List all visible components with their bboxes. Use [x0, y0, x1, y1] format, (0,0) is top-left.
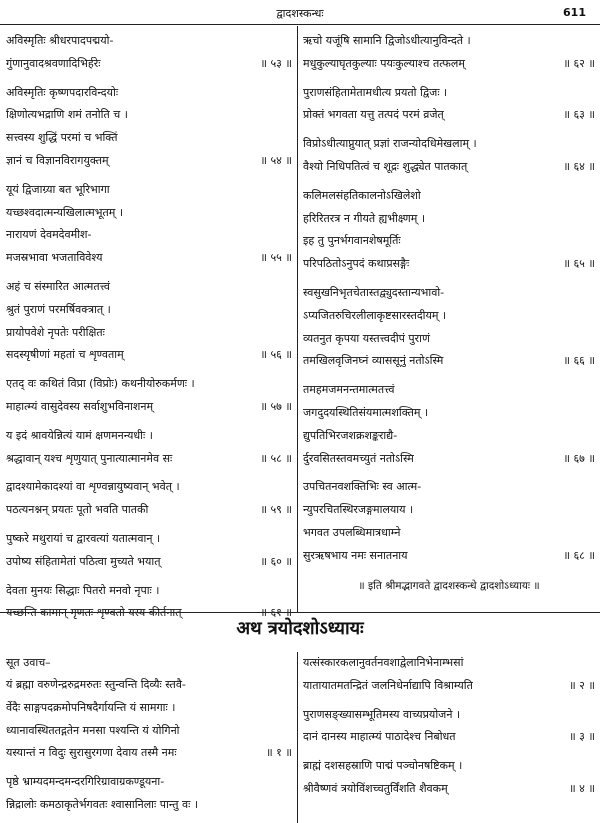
verse-line	[303, 82, 595, 105]
verse-line	[303, 379, 595, 402]
verse-text: न्युपरचितस्थिरजङ्गमालयाय ।	[303, 503, 414, 517]
verse-line	[6, 224, 292, 247]
right-column	[303, 30, 595, 598]
verse-number: ॥ ५५ ॥	[260, 251, 292, 265]
verse-number: ॥ ६७ ॥	[563, 451, 595, 465]
verse-line	[303, 53, 595, 76]
verse-text: अविस्मृतिः श्रीधरपादपद्मयो-	[6, 34, 114, 47]
verse-text: पुराणसंहितामेतामधीत्य प्रयतो द्विजः ।	[303, 85, 448, 99]
verse-line	[6, 127, 292, 150]
verse-block	[6, 425, 292, 471]
left-column	[6, 30, 292, 631]
verse-text: वैश्यो निधिपतित्वं च शूद्रः शुद्ध्येत पातकात्	[303, 159, 468, 173]
verse-line	[303, 282, 595, 305]
verse-line	[6, 448, 292, 471]
verse-block	[6, 179, 292, 270]
verse-line	[6, 425, 292, 448]
speaker-label: सूत उवाच–	[6, 656, 51, 669]
verse-line	[303, 350, 595, 373]
verse-line	[6, 499, 292, 522]
verse-block	[303, 379, 595, 470]
verse-text: तमखिलवृजिनघ्नं व्याससूनुं नतोऽस्मि	[303, 354, 444, 368]
verse-block	[6, 30, 292, 76]
verse-line	[303, 253, 595, 276]
verse-text: पठत्यनश्नन् प्रयतः पूतो भवति पातकी	[6, 503, 149, 517]
verse-number: ॥ ६० ॥	[260, 554, 292, 568]
verse-line	[303, 675, 595, 698]
column-divider-bottom	[297, 652, 298, 823]
verse-number: ॥ ५९ ॥	[260, 503, 292, 517]
header-rule	[0, 24, 600, 25]
verse-line	[303, 476, 595, 499]
verse-line	[303, 30, 595, 53]
section-rule	[0, 612, 600, 613]
verse-text: विप्रोऽधीत्याप्नुयात् प्रज्ञां राजन्योदधिमेखलाम् ।	[303, 137, 477, 151]
verse-text: तमहमजमनन्तमात्मतत्त्वं	[303, 383, 395, 397]
verse-text: गुंणानुवादश्रवणादिभिर्हरेः	[6, 56, 101, 70]
verse-line	[6, 476, 292, 499]
verse-block	[303, 82, 595, 128]
chapter-colophon: ॥ इति श्रीमद्भागवते द्वादशस्कन्धे द्वादशोऽध्यायः ॥	[358, 579, 540, 592]
verse-text: यं ब्रह्मा वरुणेन्द्ररुद्रमरुतः स्तुन्वन्ति दिव्यैः स्तवै-	[6, 678, 186, 691]
verse-text: कलिमलसंहतिकालनोऽखिलेशो	[303, 188, 421, 202]
verse-text: यूयं द्विजाग्र्या बत भूरिभागा	[6, 182, 110, 196]
verse-text: यच्छश्वदात्मन्यखिलात्मभूतम् ।	[6, 205, 123, 219]
verse-text: परिपठितोऽनुपदं कथाप्रसङ्गैः	[303, 257, 410, 271]
verse-line	[6, 53, 292, 76]
verse-block	[6, 528, 292, 574]
page-number: 611	[563, 6, 586, 19]
verse-line	[6, 580, 292, 603]
verse-text: न्निद्रालोः कमठाकृतेर्भगवतः श्वासानिलाः पान्तु वः ।	[6, 797, 199, 811]
verse-number: ॥ २ ॥	[569, 678, 595, 692]
verse-line	[6, 179, 292, 202]
verse-line	[303, 185, 595, 208]
verse-text: यत्संस्कारकलानुवर्तनवशाद्वेलानिभेनाम्भसां	[303, 656, 464, 669]
verse-number: ॥ ४ ॥	[569, 781, 595, 795]
verse-line	[6, 551, 292, 574]
verse-text: भगवत उपलब्धिमात्रधाम्ने	[303, 525, 401, 539]
verse-text: ऽप्यजितरुचिरलीलाकृष्टसारस्तदीयम् ।	[303, 308, 447, 322]
verse-number: ॥ ६२ ॥	[563, 56, 595, 70]
verse-line	[6, 697, 292, 720]
verse-text: स्वसुखनिभृतचेतास्तद्व्युदस्तान्यभावो-	[303, 285, 445, 299]
verse-line	[6, 202, 292, 225]
verse-block	[303, 476, 595, 567]
verse-line	[303, 328, 595, 351]
verse-line	[303, 425, 595, 448]
bottom-right-column	[303, 652, 595, 807]
verse-text: द्वादश्यामेकादश्यां वा शृण्वन्नायुष्यवान् भवेत् ।	[6, 480, 180, 494]
verse-number: ॥ ५८ ॥	[260, 451, 292, 465]
verse-text: सुरऋषभाय नमः सनातनाय	[303, 548, 408, 562]
verse-line	[6, 373, 292, 396]
verse-number: ॥ ५६ ॥	[260, 348, 292, 362]
verse-block	[303, 185, 595, 276]
verse-text: पुराणसङ्ख्यासम्भूतिमस्य वाच्यप्रयोजने ।	[303, 707, 461, 721]
verse-block	[6, 373, 292, 419]
verse-line	[6, 322, 292, 345]
verse-text: मधुकुल्याघृतकुल्याः पयःकुल्याश्च तत्फलम्	[303, 56, 465, 70]
verse-line	[303, 305, 595, 328]
column-divider-top	[297, 26, 298, 612]
verse-block	[303, 704, 595, 750]
verse-text: ध्यानावस्थिततद्गतेन मनसा पश्यन्ति यं योगिनो	[6, 723, 180, 737]
verse-block	[303, 282, 595, 373]
verse-line	[303, 545, 595, 568]
verse-line	[6, 344, 292, 367]
verse-text: अविस्मृतिः कृष्णपदारविन्दयोः	[6, 85, 119, 99]
verse-line	[6, 247, 292, 270]
verse-number: ॥ ५४ ॥	[260, 153, 292, 167]
verse-block	[303, 30, 595, 76]
verse-text: र्दुरवसितस्तवमच्युतं नतोऽस्मि	[303, 451, 414, 465]
verse-block	[6, 476, 292, 522]
verse-line	[303, 726, 595, 749]
verse-text: श्रीवैष्णवं त्रयोविंशच्चतुर्विंशति शैवकम्	[303, 781, 448, 795]
verse-line	[6, 396, 292, 419]
verse-line	[6, 150, 292, 173]
verse-text: श्रुतं पुराणं परमर्षिवक्त्रात् ।	[6, 302, 111, 316]
verse-text: यस्यान्तं न विदुः सुरासुरगणा देवाय तस्मै नमः	[6, 746, 177, 760]
verse-number: ॥ ५३ ॥	[260, 56, 292, 70]
verse-text: हरिरितरत्र न गीयते ह्यभीक्ष्णम् ।	[303, 211, 425, 225]
verse-text: ऋचो यजूंषि सामानि द्विजोऽधीत्यानुविन्दते ।	[303, 34, 471, 47]
verse-text: मजस्रभावा भजताविवेश्य	[6, 251, 103, 265]
verse-line	[6, 82, 292, 105]
verse-line	[303, 402, 595, 425]
verse-line	[6, 528, 292, 551]
verse-text: र्वेदैः साङ्गपदक्रमोपनिषदैर्गायन्ति यं सामगाः ।	[6, 700, 176, 714]
verse-text: ब्राह्मं दशसहस्राणि पाद्मं पञ्चोनषष्टिकम् ।	[303, 759, 463, 773]
verse-line	[303, 104, 595, 127]
verse-line	[6, 299, 292, 322]
chapter-heading: अथ त्रयोदशोऽध्यायः	[236, 618, 364, 639]
verse-text: सदस्यृषीणां महतां च शृण्वताम्	[6, 348, 124, 362]
verse-text: पृष्ठे भ्राम्यदमन्दमन्दरगिरिग्रावाग्रकण्डूयना-	[6, 775, 165, 789]
verse-line	[303, 755, 595, 778]
verse-line	[6, 276, 292, 299]
verse-number: ॥ ६४ ॥	[563, 159, 595, 173]
verse-text: इह तु पुनर्भगवानशेषमूर्तिः	[303, 234, 401, 248]
verse-number: ॥ ५७ ॥	[260, 399, 292, 413]
verse-line	[303, 156, 595, 179]
running-title: द्वादशस्कन्धः	[276, 7, 324, 20]
verse-text: माहात्म्यं वासुदेवस्य सर्वाशुभविनाशनम्	[6, 399, 154, 413]
verse-block	[6, 276, 292, 367]
verse-line	[6, 674, 292, 697]
verse-number: ॥ ६३ ॥	[563, 108, 595, 122]
verse-line	[6, 30, 292, 53]
verse-block	[6, 674, 292, 765]
verse-line	[303, 704, 595, 727]
verse-number: ॥ ६८ ॥	[563, 548, 595, 562]
verse-text: द्युपतिभिरजशक्रशङ्कराद्यै-	[303, 428, 398, 442]
verse-text: प्रायोपवेशे नृपतेः परीक्षितः	[6, 325, 105, 339]
verse-block	[6, 82, 292, 173]
verse-line	[303, 652, 595, 675]
verse-line	[303, 522, 595, 545]
verse-text: श्रद्धावान् यश्च शृणुयात् पुनात्यात्मानमेव सः	[6, 451, 173, 465]
verse-number: ॥ ३ ॥	[569, 730, 595, 744]
verse-block	[303, 133, 595, 179]
verse-text: यातायातमतन्द्रितं जलनिधेर्नाद्यापि विश्राम्यति	[303, 678, 473, 692]
verse-text: क्षिणोत्यभद्राणि शमं तनोति च ।	[6, 108, 128, 122]
verse-line	[303, 230, 595, 253]
verse-line	[6, 794, 292, 817]
verse-text: सत्त्वस्य शुद्धिं परमां च भक्तिं	[6, 131, 118, 145]
verse-block	[303, 652, 595, 698]
verse-number: ॥ ६५ ॥	[563, 257, 595, 271]
verse-line	[303, 448, 595, 471]
verse-line	[303, 499, 595, 522]
verse-number: ॥ ६६ ॥	[563, 354, 595, 368]
verse-line	[6, 104, 292, 127]
verse-block	[303, 755, 595, 801]
verse-line	[6, 771, 292, 794]
verse-text: नारायणं देवमदेवमीश-	[6, 228, 92, 242]
verse-text: जगदुदयस्थितिसंयमात्मशक्तिम् ।	[303, 405, 429, 419]
page-header	[0, 6, 600, 24]
verse-line	[6, 742, 292, 765]
verse-text: प्रोक्तं भगवता यत्तु तत्पदं परमं व्रजेत्	[303, 108, 444, 122]
verse-block	[6, 771, 292, 817]
verse-text: दानं दानस्य माहात्म्यं पाठादेश्च निबोधत	[303, 730, 456, 744]
bottom-left-column	[6, 652, 292, 823]
verse-text: व्यतनुत कृपया यस्तत्त्वदीपं पुराणं	[303, 331, 430, 345]
verse-text: एतद् वः कथितं विप्रा (विप्रोः) कथनीयोरुकर्मणः ।	[6, 377, 195, 391]
verse-line	[303, 208, 595, 231]
verse-text: अहं च संस्मारित आत्मतत्त्वं	[6, 279, 111, 293]
verse-text: उपोष्य संहितामेतां पठित्वा मुच्यते भयात्	[6, 554, 161, 568]
verse-text: पुष्करे मथुरायां च द्वारवत्यां यतात्मवान् ।	[6, 531, 161, 545]
verse-line	[303, 778, 595, 801]
verse-text: देवता मुनयः सिद्धाः पितरो मनवो नृपाः ।	[6, 583, 160, 597]
verse-number: ॥ १ ॥	[266, 746, 292, 760]
verse-line	[6, 720, 292, 743]
verse-text: उपचितनवशक्तिभिः स्व आत्म-	[303, 480, 422, 494]
verse-text: य इदं श्रावयेन्नित्यं यामं क्षणमनन्यधीः ।	[6, 428, 153, 442]
verse-line	[303, 133, 595, 156]
verse-text: ज्ञानं च विज्ञानविरागयुक्तम्	[6, 153, 109, 167]
